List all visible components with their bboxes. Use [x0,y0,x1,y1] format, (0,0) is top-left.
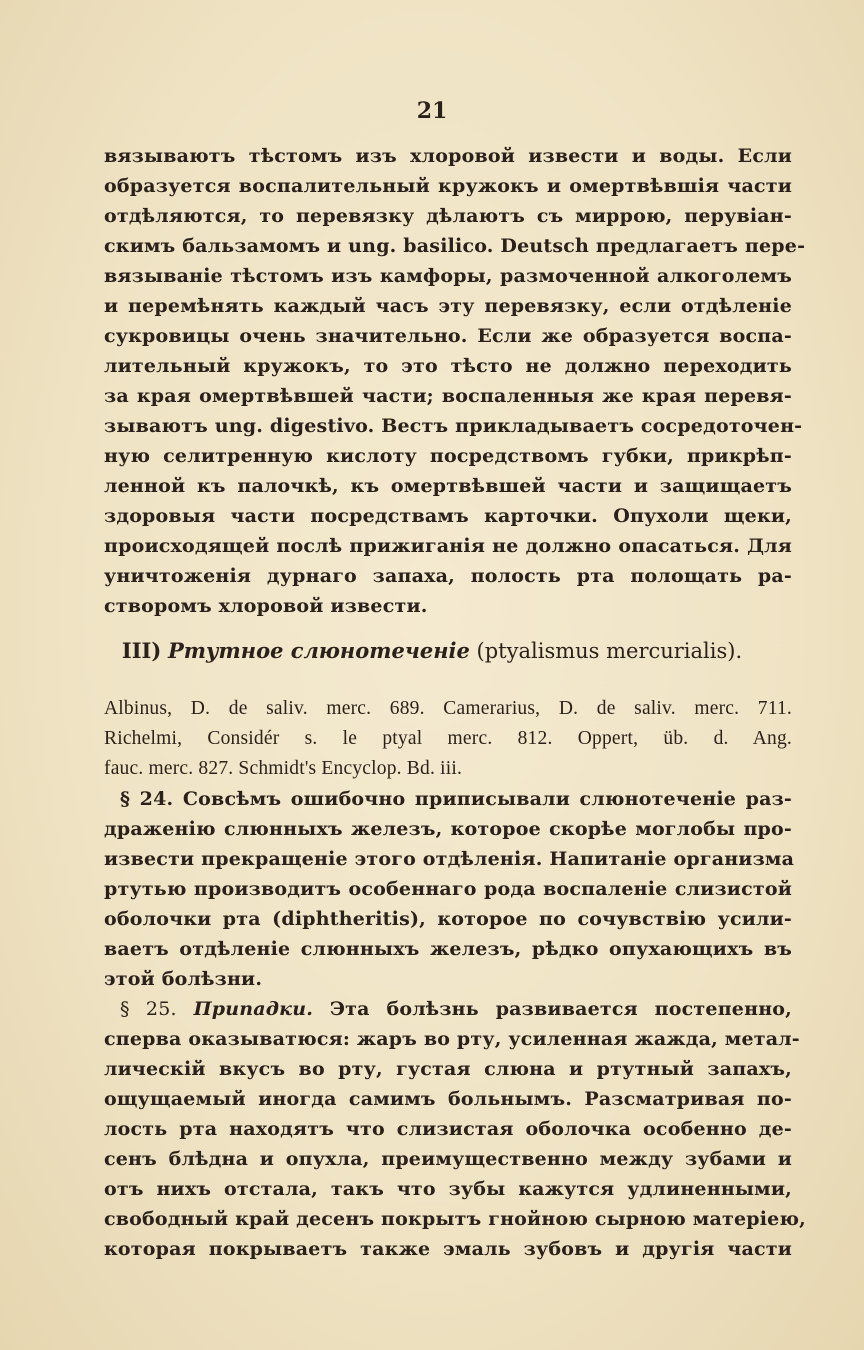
text-line: § 24. Совсѣмъ ошибочно приписывали слюнотеченіе раз- [120,788,792,810]
text-line: происходящей послѣ прижиганія не должно опасаться. Для [104,535,792,557]
text-line: сукровицы очень значительно. Если же образуется воспа- [104,325,792,347]
section-heading-title: Ртутное слюнотеченіе [167,638,470,663]
text-line [104,994,792,1024]
paragraph-25 [104,994,806,1264]
paragraph-24 [104,784,795,994]
text-line: сперва оказыватюся: жаръ во рту, усиленная жажда, метал- [104,1028,800,1050]
section-heading [0,636,864,666]
text-line: ную селитренную кислоту посредствомъ губки, прикрѣп- [104,445,792,467]
text-line: свободный край десенъ покрытъ гнойною сырною матеріею, [104,1208,806,1230]
text-line: и перемѣнять каждый часъ эту перевязку, если отдѣленіе [104,295,792,317]
text-line: створомъ хлоровой извести. [104,595,428,617]
section-mark: § 25. [120,998,177,1020]
text-line: вязыванiе тѣстомъ изъ камфоры, размоченной алкоголемъ [104,265,792,287]
text-line: отдѣляются, то перевязку дѣлаютъ съ миррою, перувіан- [104,205,792,227]
text-line: лительный кружокъ, то это тѣсто не должно переходить [104,355,792,377]
text-line: скимъ бальзамомъ и ung. basilico. Deutsch предлагаетъ пере- [104,235,806,257]
section-heading-number: III) [121,638,162,663]
paragraph-lead: Припадки. [193,998,314,1020]
text-line: ощущаемый иногда самимъ больнымъ. Разсматривая по- [104,1088,792,1110]
text-line: ртутью производитъ особеннаго рода воспаленіе слизистой [104,878,792,900]
section-heading-latin: (ptyalismus mercurialis). [476,639,743,663]
text-line: драженію слюнныхъ железъ, которое скорѣе моглобы про- [104,818,792,840]
references [104,694,792,784]
text-line: ваетъ отдѣленіе слюнныхъ железъ, рѣдко опухающихъ въ [104,938,792,960]
text-line: вязываютъ тѣстомъ изъ хлоровой извести и воды. Если [104,145,792,167]
text-line: лость рта находятъ что слизистая оболочка особенно де- [104,1118,792,1140]
reference-line: Richelmi, Considér s. le ptyal merc. 812. Oppert, üb. d. Ang. [104,728,792,749]
reference-line: fauc. merc. 827. Schmidt's Encyclop. Bd. iii. [104,758,463,779]
text-line: здоровыя части посредствамъ карточки. Опухоли щеки, [104,505,792,527]
text-line: извести прекращеніе этого отдѣленія. Напитаніе организма [104,848,795,870]
paragraph-first-line: Эта болѣзнь развивается постепенно, [329,998,792,1020]
text-line: образуется воспалительный кружокъ и омертвѣвшія части [104,175,792,197]
reference-line: Albinus, D. de saliv. merc. 689. Camerarius, D. de saliv. merc. 711. [104,698,792,719]
text-line: ленной къ палочкѣ, къ омертвѣвшей части и защищаетъ [104,475,792,497]
text-line: лическій вкусъ во рту, густая слюна и ртутный запахъ, [104,1058,792,1080]
paragraph-continued [104,141,806,621]
text-line: сенъ блѣдна и опухла, преимущественно между зубами и [104,1148,792,1170]
page-number: 21 [416,98,448,124]
text-line: зываютъ ung. digestivo. Вестъ прикладываетъ сосредоточен- [104,415,803,437]
text-line: за края омертвѣвшей части; воспаленныя же края перевя- [104,385,792,407]
text-line: отъ нихъ отстала, такъ что зубы кажутся удлиненными, [104,1178,792,1200]
text-line: этой болѣзни. [104,968,263,990]
text-line: оболочки рта (diphtheritis), которое по сочувствію усили- [104,908,792,930]
text-line: которая покрываетъ также эмаль зубовъ и другія части [104,1238,792,1260]
text-line: уничтоженія дурнаго запаха, полость рта полощать ра- [104,565,792,587]
